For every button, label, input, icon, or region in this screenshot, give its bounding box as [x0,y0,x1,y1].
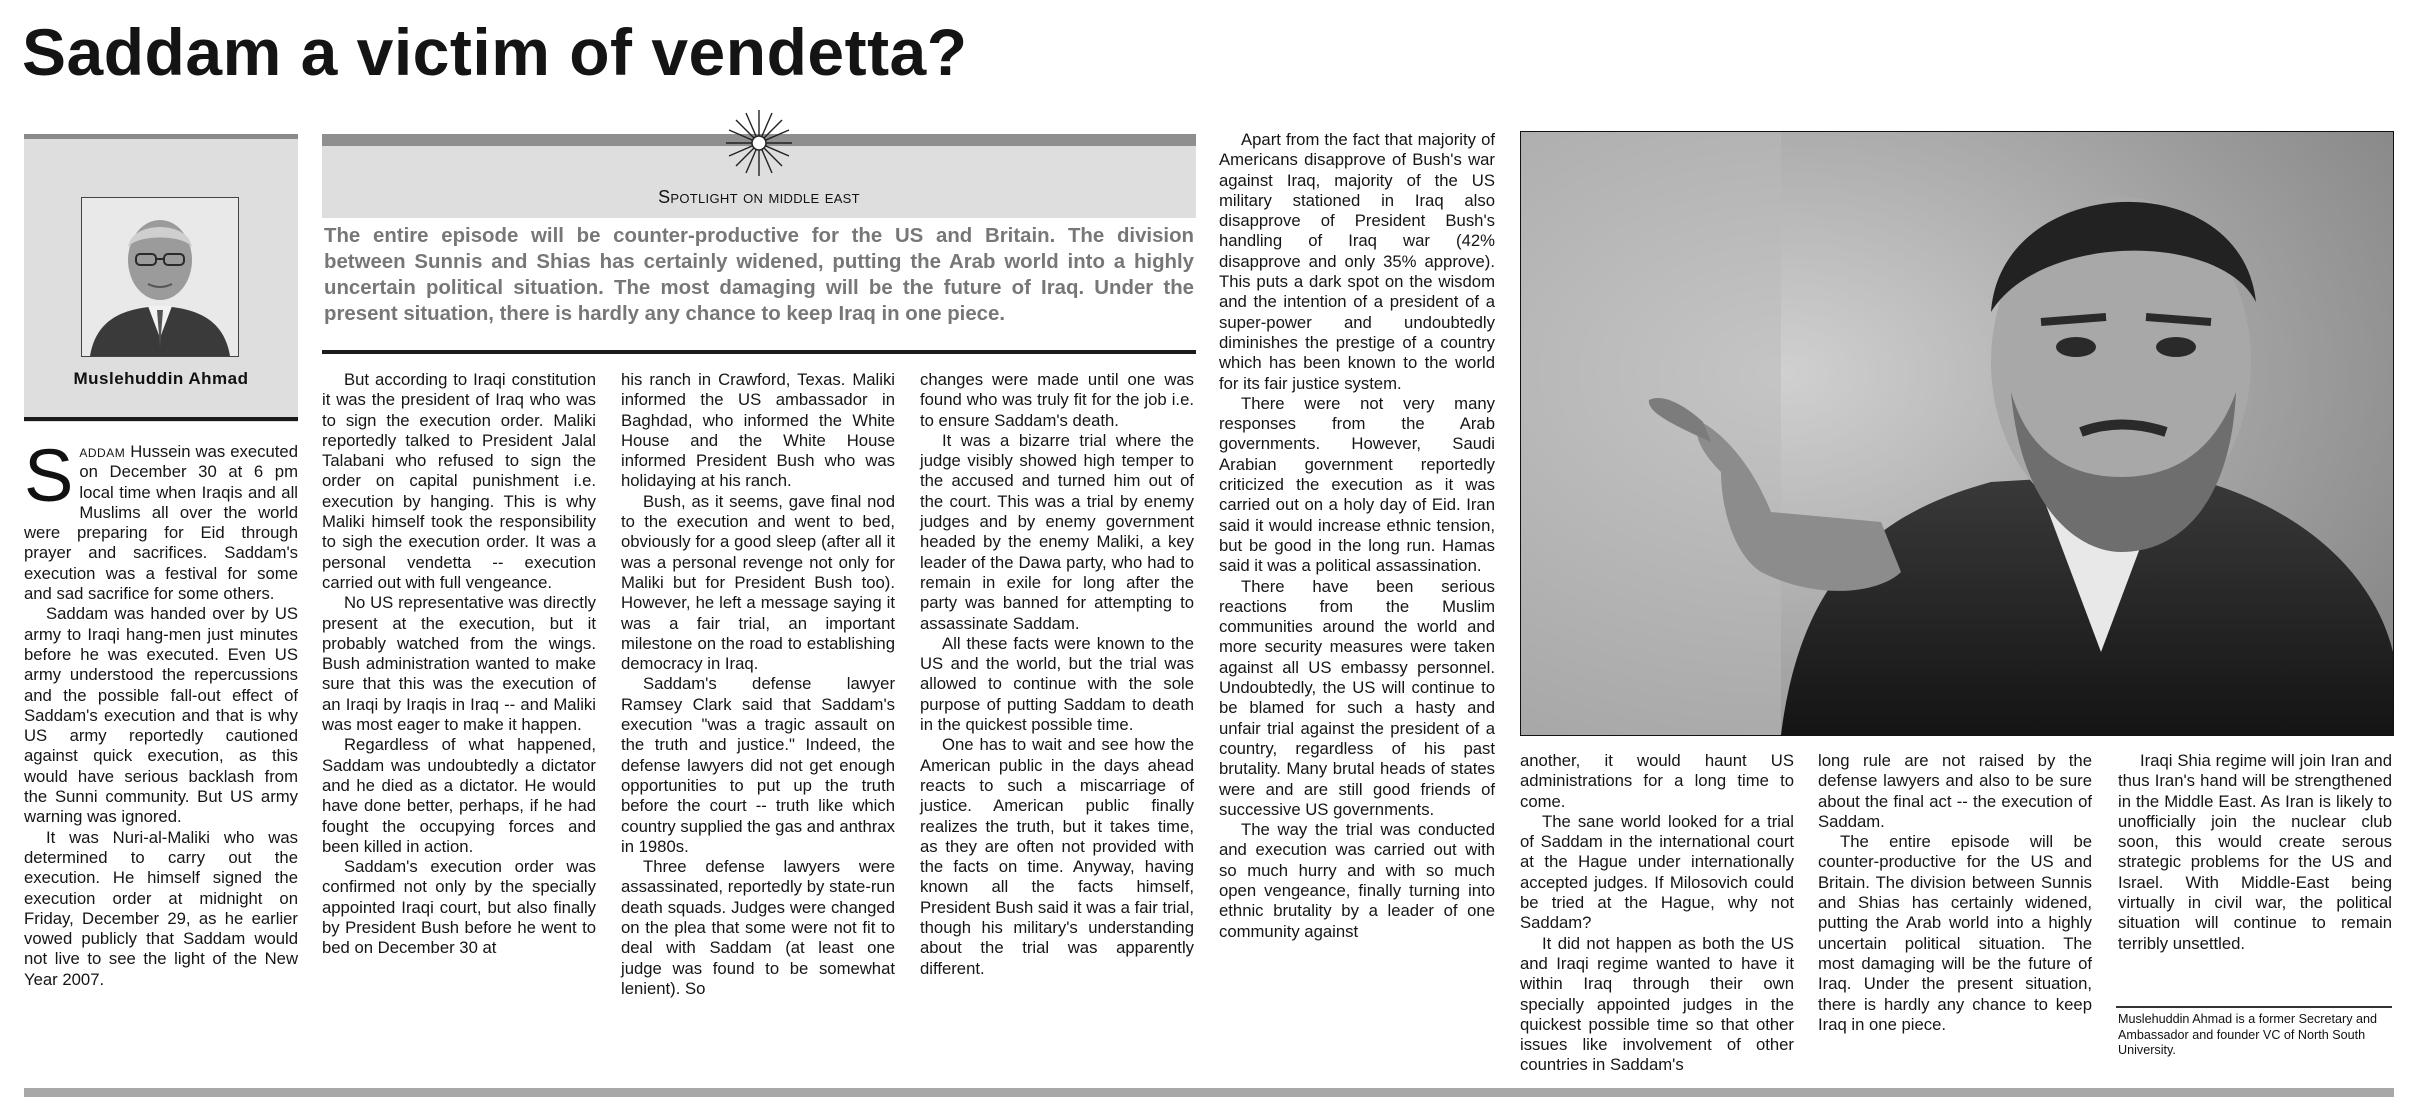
article-paragraph: Iraqi Shia regime will join Iran and thus Iran's hand will be strengthened in the Middle East. As Iran is likely to unofficially join the nuclear club soon, this would create serous strategic problems for the US and Israel. With Middle-East being virtually in civil war, the political situation will continue to remain terribly unsettled. [2118,751,2392,953]
starburst-icon [724,108,794,178]
article-paragraph: another, it would haunt US administrations for a long time to come. [1520,751,1794,811]
article-paragraph: his ranch in Crawford, Texas. Maliki informed the US ambassador in Baghdad, who informed the White House and the White House informed President Bush who was holidaying at his ranch. [621,370,895,491]
bio-divider [2116,1006,2392,1008]
saddam-portrait-icon [1521,132,2393,735]
author-name: Muslehuddin Ahmad [73,369,249,388]
article-paragraph: Saddam was handed over by US army to Iraqi hang-men just minutes before he was executed. Even US army understood the repercussions and the possible fall-out effect of Saddam's execution and that is why US army reportedly cautioned against quick execution, as this would have serious backlash from the Sunni community. But US army warning was ignored. [24,604,298,827]
author-divider [24,417,298,421]
article-paragraph: Three defense lawyers were assassinated, reportedly by state-run death squads. Judges were changed on the plea that some were not fit to deal with Saddam (at least one judge was found to be somewhat lenient). So [621,857,895,998]
article-paragraph: There were not very many responses from the Arab governments. However, Saudi Arabian government reportedly criticized the execution as it was carried out on a holy day of Eid. Iran said it would increase ethnic tension, but be good in the long run. Hamas said it was a political assassination. [1219,393,1495,576]
spotlight-label: Spotlight on middle east [658,187,860,207]
article-paragraph: The way the trial was conducted and execution was carried out with so much hurry and with so much open vengeance, finally turning into ethnic brutality by a leader of one community against [1219,820,1495,941]
author-box [24,134,298,422]
author-photo [81,197,239,357]
paragraph-text: Hussein was executed on December 30 at 6 pm local time when Iraqis and all Muslims all over the world were preparing for Eid through prayer and sacrifices. Saddam's execution was a festival for some and sad sacrifice for some others. [24,442,298,604]
article-column-6 [1520,751,1794,1076]
article-column-1 [24,434,298,990]
author-portrait-icon [82,198,238,356]
article-paragraph: One has to wait and see how the American public in the days ahead reacts to such a miscarriage of justice. American public finally realizes the truth, but it takes time, as they are often not provided with the facts on time. Anyway, having known all the facts himself, President Bush said it was a fair trial, though his military's understanding about the trial was apparently different. [920,735,1194,978]
article-paragraph: There have been serious reactions from the Muslim communities around the world and more security measures were taken against all US embassy personnel. Undoubtedly, the US will continue to be blamed for such a hasty and unfair trial against the president of a country, regardless of his past brutality. Many brutal heads of states were and are still good friends of successive US governments. [1219,576,1495,819]
article-paragraph: All these facts were known to the US and the world, but the trial was allowed to continue with the sole purpose of putting Saddam to death in the quickest possible time. [920,633,1194,735]
article-paragraph: It did not happen as both the US and Iraqi regime wanted to have it within Iraq through their own specially appointed judges in the quickest possible time so that other issues like involvement of other countries in Saddam's [1520,933,1794,1075]
article-paragraph: Bush, as it seems, gave final nod to the execution and went to bed, obviously for a good sleep (after all it was a personal revenge not only for Maliki but for President Bush too). However, he left a message saying it was a fair trial, an important milestone on the road to establishing democracy in Iraq. [621,491,895,674]
article-paragraph: long rule are not raised by the defense lawyers and also to be sure about the final act -- the execution of Saddam. [1818,751,2092,831]
article-paragraph: The sane world looked for a trial of Saddam in the international court at the Hague under internationally accepted judges. If Milosovich could be tried at the Hague, why not Saddam? [1520,811,1794,933]
article-paragraph: No US representative was directly present at the execution, but it probably watched from the wings. Bush administration wanted to make sure that this was the execution of an Iraqi by Iraqis in Iraq -- and Maliki was most eager to make it happen. [322,593,596,735]
headline: Saddam a victim of vendetta? [22,15,968,89]
article-column-7 [1818,751,2092,1035]
article-paragraph: Regardless of what happened, Saddam was undoubtedly a dictator and he died as a dictator. He would have done better, perhaps, if he had fought the occupying forces and been killed in action. [322,735,596,856]
article-paragraph: Saddam's execution order was confirmed not only by the specially appointed Iraqi court, but also finally by President Bush before he went to bed on December 30 at [322,857,596,958]
article-paragraph: It was a bizarre trial where the judge visibly showed high temper to the accused and turned him out of the court. This was a trial by enemy judges and by enemy government headed by the enemy Maliki, a key leader of the Dawa party, who had to remain in exile for long after the party was banned for attempting to assassinate Saddam. [920,430,1194,633]
article-paragraph: But according to Iraqi constitution it was the president of Iraq who was to sign the execution order. Maliki reportedly talked to President Jalal Talabani who refused to sign the order on capital punishment i.e. execution by hanging. This is why Maliki himself took the responsibility to sigh the execution order. It was a personal vendetta -- execution carried out with full vengeance. [322,370,596,592]
pull-quote-divider [322,350,1196,354]
article-paragraph: It was Nuri-al-Maliki who was determined to carry out the execution. He himself signed the execution order at midnight on Friday, December 29, as he earlier vowed publicly that Saddam would not live to see the light of the New Year 2007. [24,827,298,989]
article-paragraph: changes were made until one was found who was truly fit for the job i.e. to ensure Saddam's death. [920,370,1194,430]
article-paragraph: The entire episode will be counter-productive for the US and Britain. The division between Sunnis and Shias has certainly widened, putting the Arab world into a highly uncertain political situation. The most damaging will be the future of Iraq. Under the present situation, there is hardly any chance to keep Iraq in one piece. [1818,832,2092,1034]
author-bio: Muslehuddin Ahmad is a former Secretary and Ambassador and founder VC of North South University. [2118,1012,2378,1057]
article-paragraph: Apart from the fact that majority of Americans disapprove of Bush's war against Iraq, majority of the US military stationed in Iraq also disapprove of President Bush's handling of Iraq war (42% disapprove and only 35% approve). This puts a dark spot on the wisdom and the intention of a president of a super-power and undoubtedly diminishes the prestige of a country which has been known to the world for its fair justice system. [1219,130,1495,393]
article-column-8 [2118,751,2392,954]
article-column-3 [621,370,895,999]
article-paragraph: Saddam's defense lawyer Ramsey Clark said that Saddam's execution "was a tragic assault on the truth and justice." Indeed, the defense lawyers did not get enough opportunities to put up the truth before the court -- truth like which country supplied the gas and anthrax in 1980s. [621,674,895,856]
saddam-photo [1520,131,2394,736]
footer-rule [24,1088,2394,1097]
article-paragraph [24,434,298,604]
article-column-4 [920,370,1194,979]
lead-in-caps: addam [79,442,126,461]
drop-cap: S [24,434,74,517]
article-column-5 [1219,130,1495,942]
article-column-2 [322,370,596,959]
pull-quote: The entire episode will be counter-productive for the US and Britain. The division between Sunnis and Shias has certainly widened, putting the Arab world into a highly uncertain political situation. The most damaging will be the future of Iraq. Under the present situation, there is hardly any chance to keep Iraq in one piece. [324,225,1194,325]
